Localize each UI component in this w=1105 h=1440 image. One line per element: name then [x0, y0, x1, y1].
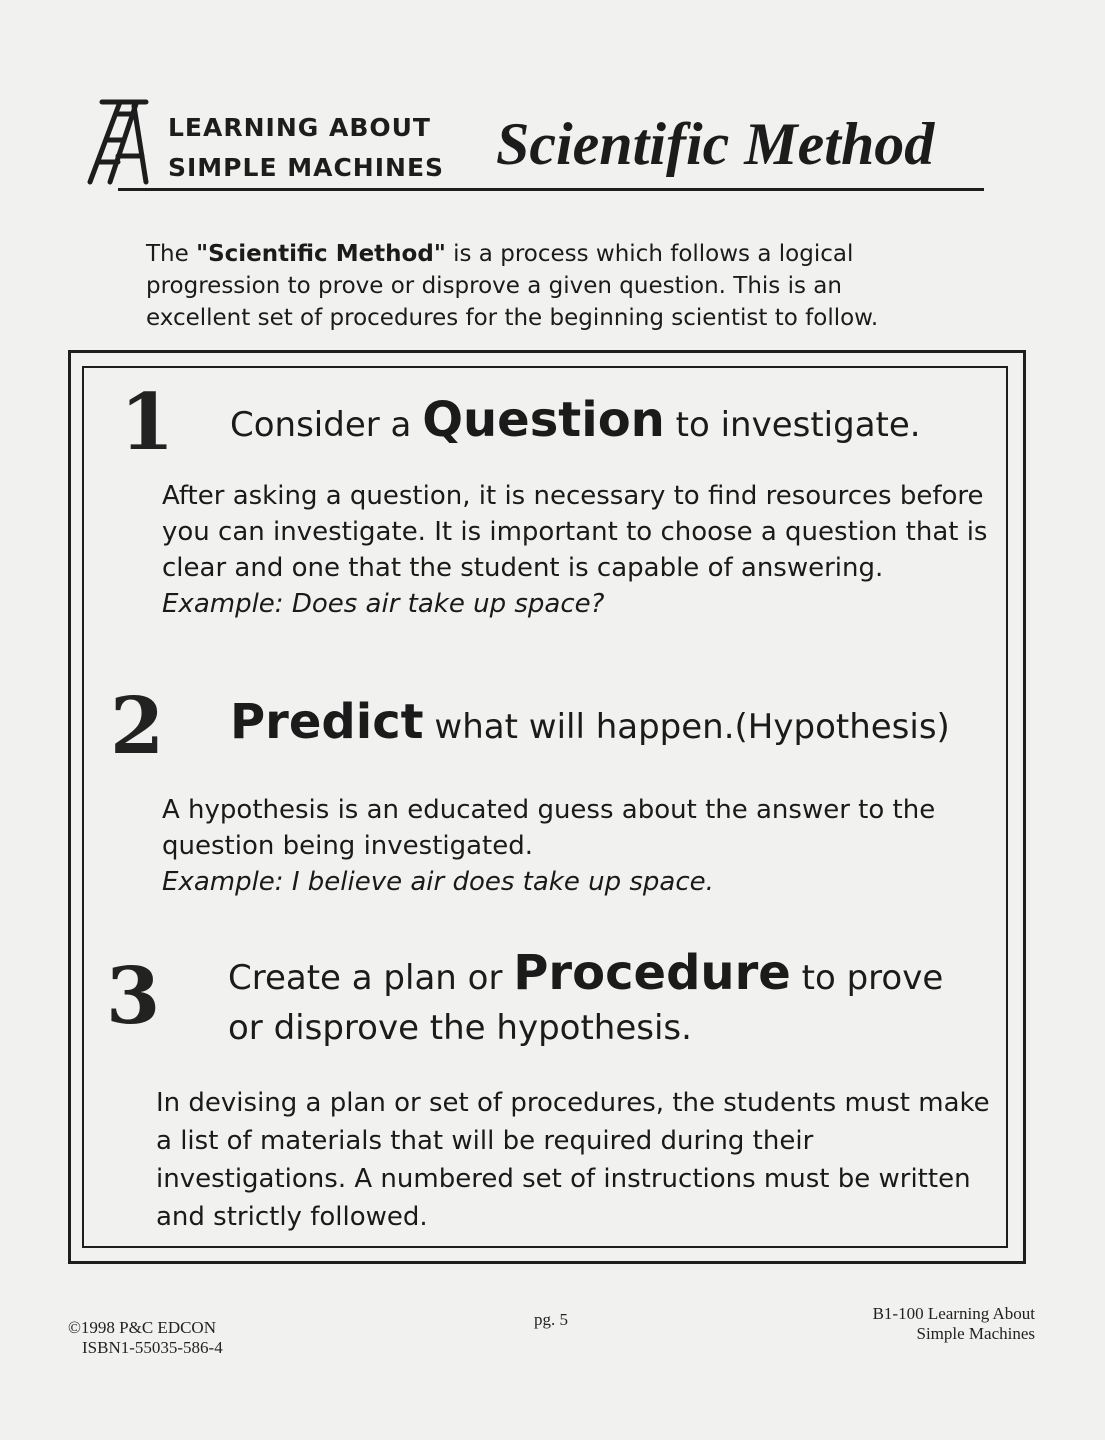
step-2-title-post: what will happen.(Hypothesis) — [423, 707, 950, 747]
step-1-body — [162, 478, 992, 622]
step-1-example: Example: Does air take up space? — [162, 589, 605, 619]
footer-copyright: ©1998 P&C EDCON — [68, 1318, 216, 1337]
page-title: Scientific Method — [496, 111, 935, 177]
ladder-logo-icon — [84, 96, 164, 186]
step-2-title-keyword: Predict — [230, 694, 424, 750]
step-1-number: 1 — [120, 377, 175, 468]
step-3-text: In devising a plan or set of procedures, the students must make a list of materials that will be required during their investigations. A numbered set of instructions must be written and strictly followed. — [156, 1088, 990, 1232]
footer-isbn: ISBN1-55035-586-4 — [82, 1338, 223, 1357]
step-3-title — [228, 945, 944, 1053]
step-1-text: After asking a question, it is necessary to find resources before you can investigate. It is important to choose a question that is clear and one that the student is capable of answering. — [162, 481, 988, 583]
step-2-example: Example: I believe air does take up space. — [162, 867, 714, 897]
step-3-body — [156, 1084, 992, 1236]
series-name — [168, 108, 444, 188]
step-1-title-post: to investigate. — [664, 405, 921, 445]
step-2-body — [162, 792, 982, 900]
step-1-title-keyword: Question — [422, 392, 665, 448]
step-3-title-post: to prove — [790, 958, 944, 998]
intro-term: "Scientific Method" — [196, 241, 446, 267]
step-3-title-line-2: or disprove the hypothesis. — [228, 1008, 692, 1048]
step-3-number: 3 — [106, 951, 161, 1042]
footer-page-number: pg. 5 — [534, 1310, 568, 1329]
header-rule — [118, 188, 984, 191]
step-1-title — [230, 392, 921, 448]
step-2-number: 2 — [110, 681, 165, 772]
intro-pre: The — [146, 241, 197, 267]
step-2-text: A hypothesis is an educated guess about the answer to the question being investigated. — [162, 795, 936, 861]
series-line-2: SIMPLE MACHINES — [168, 153, 445, 182]
series-line-1: LEARNING ABOUT — [168, 113, 431, 142]
step-1-title-pre: Consider a — [230, 405, 423, 445]
step-2-title — [230, 694, 950, 750]
intro-paragraph — [146, 238, 946, 334]
step-3-title-keyword: Procedure — [513, 945, 791, 1001]
step-3-title-pre: Create a plan or — [228, 958, 514, 998]
footer-copyright-block — [68, 1318, 223, 1358]
footer-product-code — [830, 1304, 1035, 1344]
step-3-title-line-1 — [228, 945, 944, 1003]
footer-code-line-2: Simple Machines — [916, 1324, 1035, 1343]
footer-code-line-1: B1-100 Learning About — [872, 1304, 1035, 1323]
intro-post: is a process which follows a logical progression to prove or disprove a given question. This is an excellent set of procedures for the beginning scientist to follow. — [146, 241, 879, 331]
